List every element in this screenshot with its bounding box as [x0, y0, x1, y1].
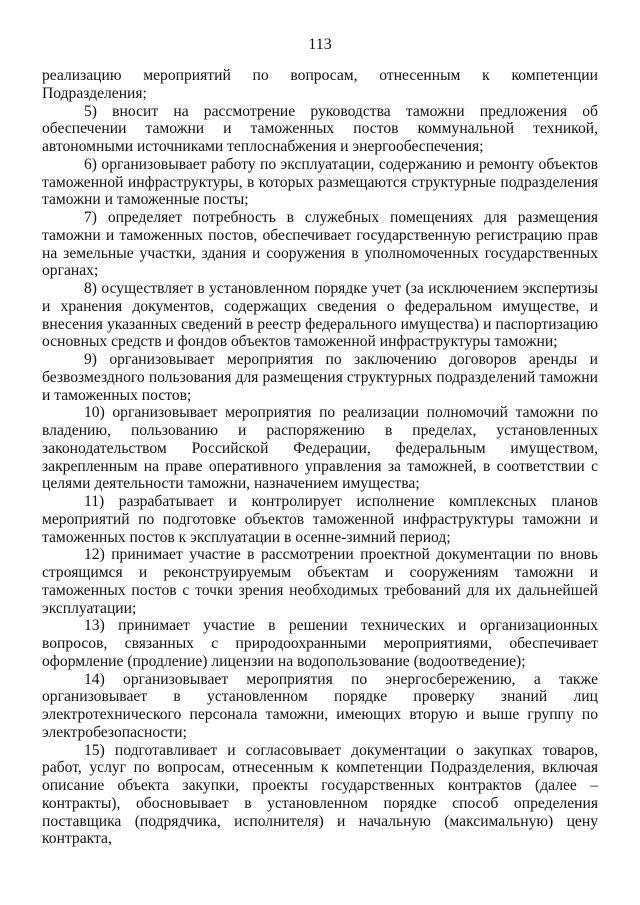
- document-body: [42, 67, 598, 848]
- paragraph-item-8: 8) осуществляет в установленном порядке учет (за исключением экспертизы и хранения документов, содержащих сведения о федеральном имуществе, и внесения указанных сведений в реестр федерального имущества) и паспортизацию основных средств и фондов объектов таможенной инфраструктуры таможни;: [42, 280, 598, 351]
- paragraph-item-7: 7) определяет потребность в служебных помещениях для размещения таможни и таможенных постов, обеспечивает государственную регистрацию прав на земельные участки, здания и сооружения в уполномоченных государственных органах;: [42, 209, 598, 280]
- paragraph-item-12: 12) принимает участие в рассмотрении проектной документации по вновь строящимся и реконструируемым объектам и сооружениям таможни и таможенных постов с точки зрения необходимых требований для их дальнейшей эксплуатации;: [42, 546, 598, 617]
- paragraph-item-13: 13) принимает участие в решении технических и организационных вопросов, связанных с природоохранными мероприятиями, обеспечивает оформление (продление) лицензии на водопользование (водоотведение);: [42, 617, 598, 670]
- paragraph-item-5: 5) вносит на рассмотрение руководства таможни предложения об обеспечении таможни и таможенных постов коммунальной техникой, автономными источниками теплоснабжения и энергообеспечения;: [42, 102, 598, 155]
- paragraph-item-14: 14) организовывает мероприятия по энергосбережению, а также организовывает в установленном порядке проверку знаний лиц электротехнического персонала таможни, имеющих вторую и выше группу по электробезопасности;: [42, 670, 598, 741]
- paragraph-item-10: 10) организовывает мероприятия по реализации полномочий таможни по владению, пользованию и распоряжению в пределах, установленных законодательством Российской Федерации, федеральным имуществом, закрепленным на праве оперативного управления за таможней, в соответствии с целями деятельности таможни, назначением имущества;: [42, 404, 598, 493]
- paragraph-item-9: 9) организовывает мероприятия по заключению договоров аренды и безвозмездного пользования для размещения структурных подразделений таможни и таможенных постов;: [42, 351, 598, 404]
- paragraph-item-15: 15) подготавливает и согласовывает документации о закупках товаров, работ, услуг по вопросам, отнесенным к компетенции Подразделения, включая описание объекта закупки, проекты государственных контрактов (далее – контракты), обосновывает в установленном порядке способ определения поставщика (подрядчика, исполнителя) и начальную (максимальную) цену контракта,: [42, 741, 598, 848]
- page-number: 113: [308, 36, 332, 53]
- paragraph-item-6: 6) организовывает работу по эксплуатации, содержанию и ремонту объектов таможенной инфраструктуры, в которых размещаются структурные подразделения таможни и таможенные посты;: [42, 155, 598, 209]
- paragraph-continuation: реализацию мероприятий по вопросам, отнесенным к компетенции Подразделения;: [42, 67, 598, 102]
- paragraph-item-11: 11) разрабатывает и контролирует исполнение комплексных планов мероприятий по подготовке объектов таможенной инфраструктуры таможни и таможенных постов к эксплуатации в осенне-зимний период;: [42, 493, 598, 546]
